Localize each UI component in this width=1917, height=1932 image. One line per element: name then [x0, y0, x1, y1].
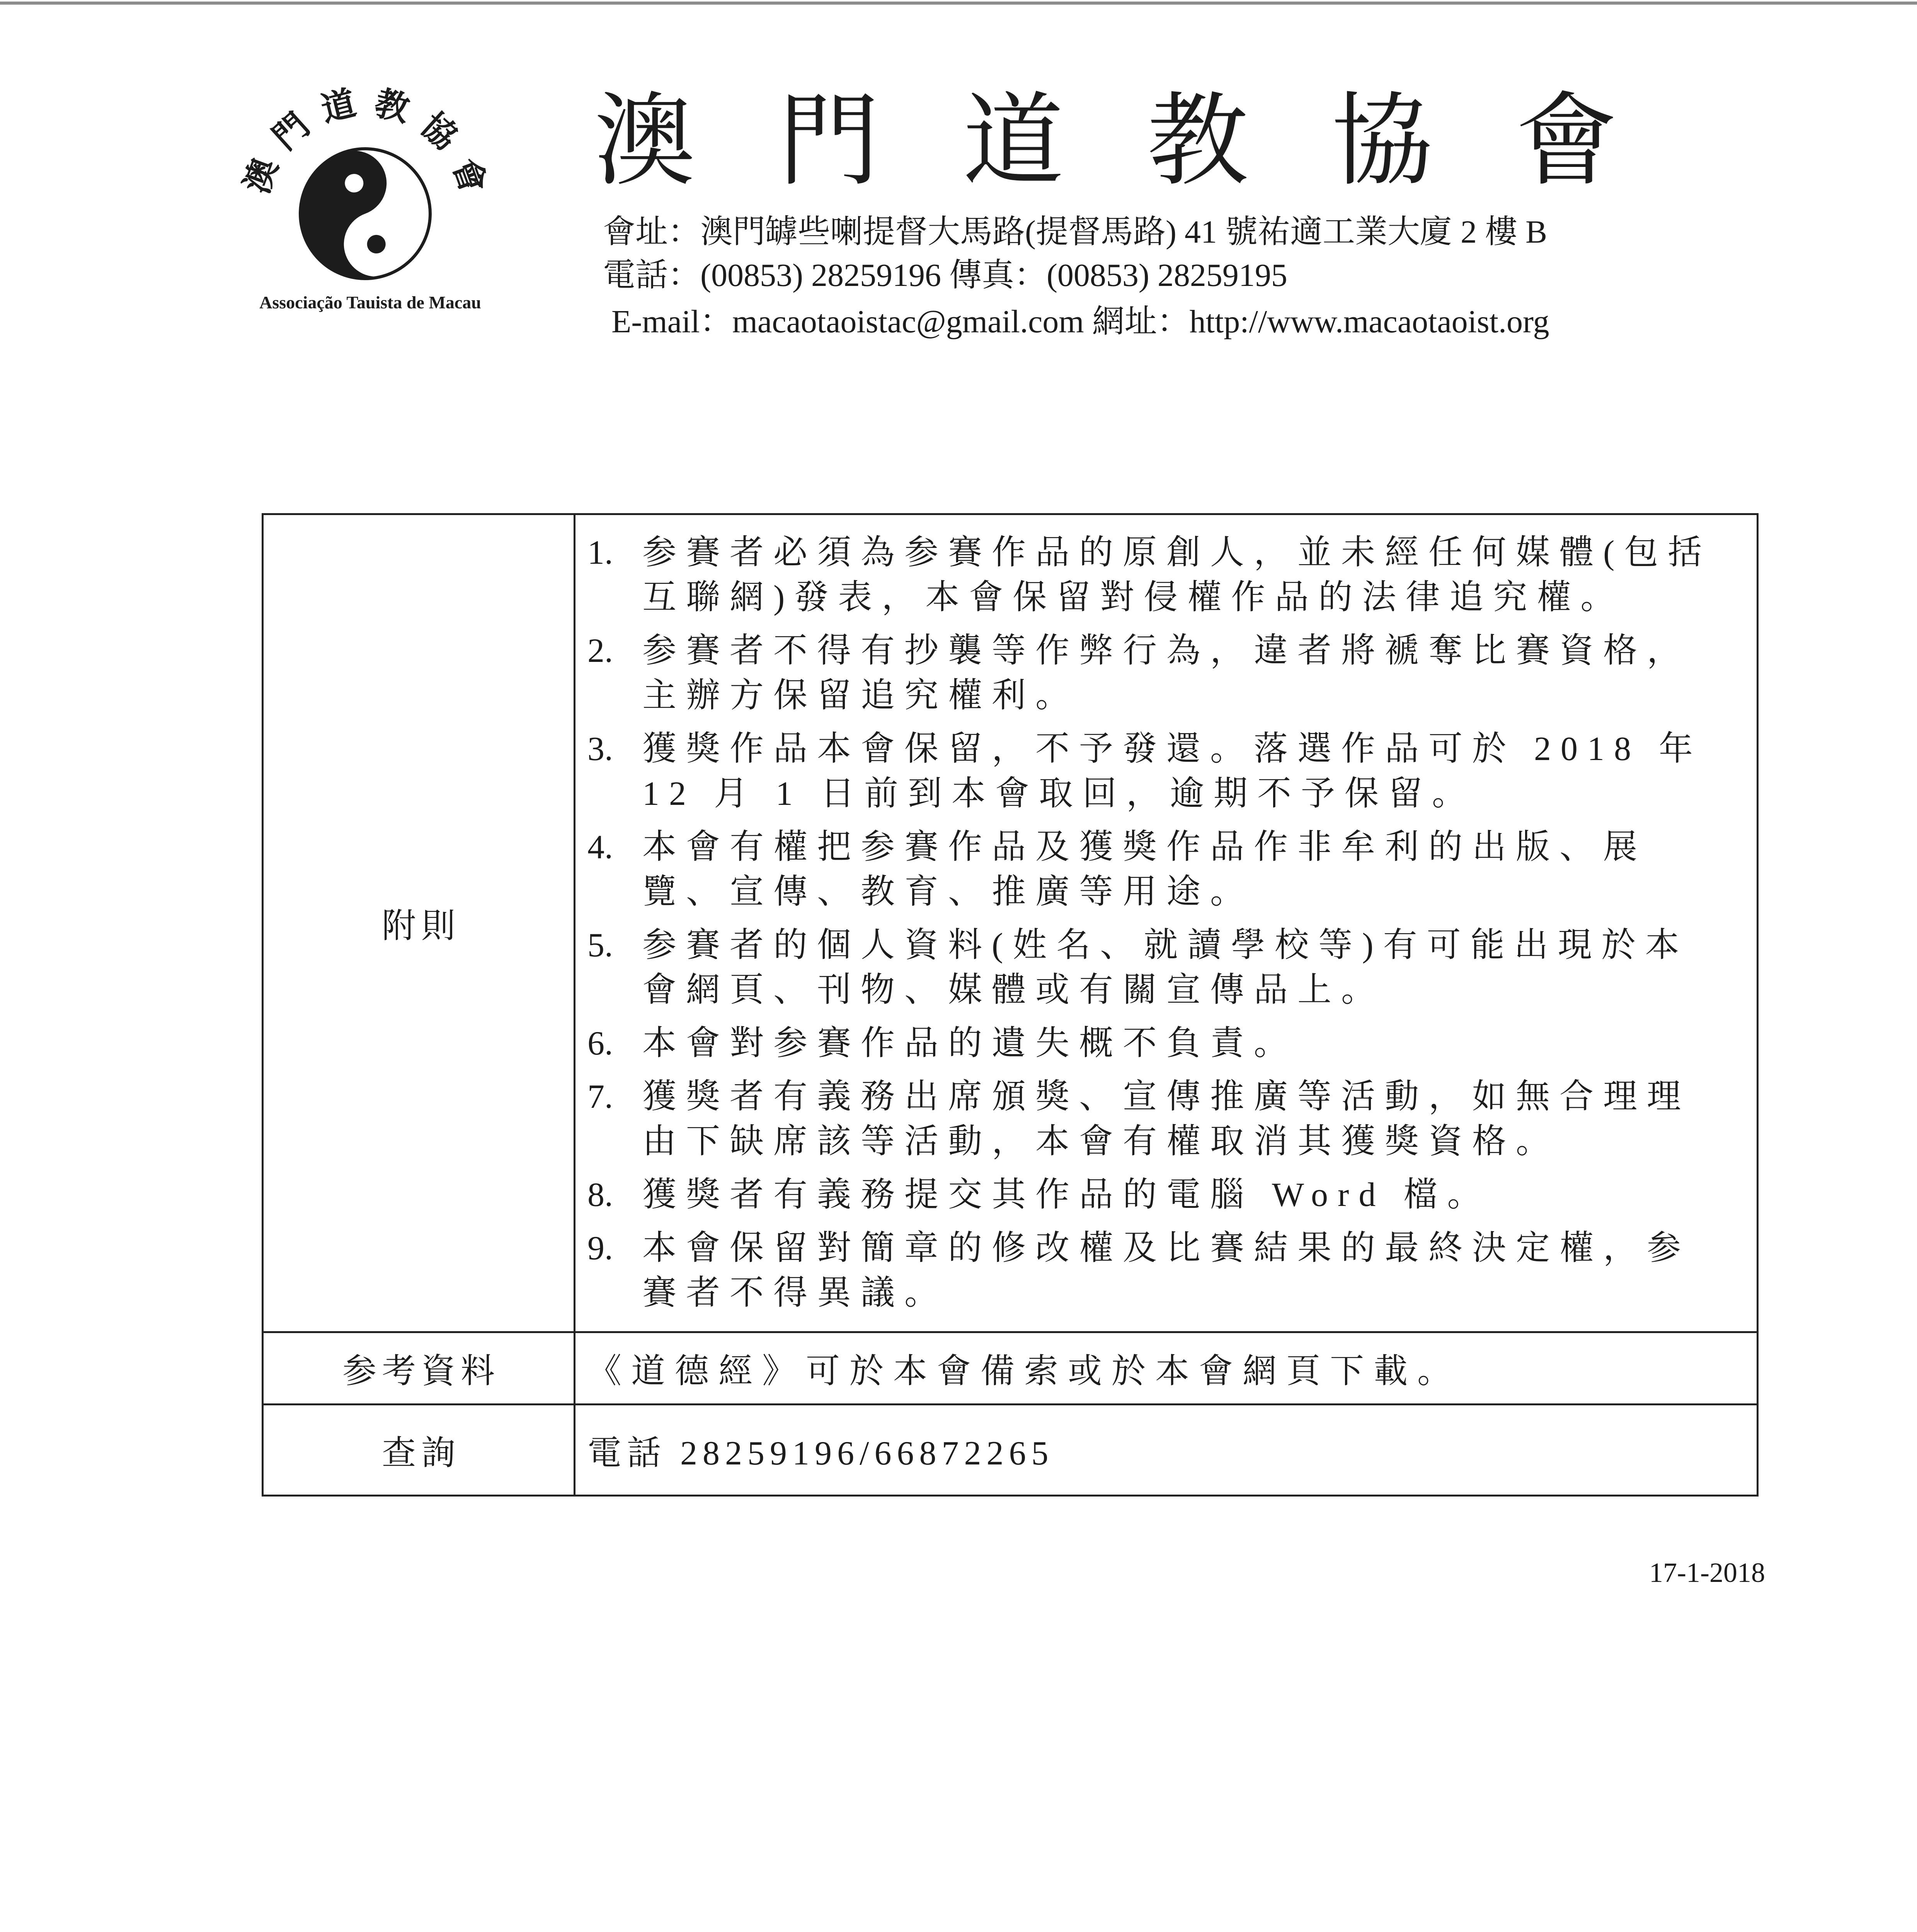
- list-item: [587, 1173, 1757, 1218]
- item-text-line: 賽者不得異議。: [642, 1274, 948, 1312]
- item-text-line: 主辦方保留追究權利。: [642, 677, 1079, 714]
- list-item: [587, 825, 1757, 915]
- row-label-enquiry: 查詢: [263, 1405, 575, 1496]
- item-text-line: 獲獎者有義務出席頒獎、宣傳推廣等活動，如無合理理: [642, 1078, 1691, 1116]
- list-item: [587, 1021, 1757, 1066]
- item-number: 5.: [587, 927, 613, 964]
- item-text-line: 参賽者的個人資料(姓名、就讀學校等)有可能出現於本: [642, 927, 1689, 964]
- enquiry-text: 電話 28259196/66872265: [575, 1405, 1758, 1496]
- reference-text: 《道德經》可於本會備索或於本會網頁下載。: [575, 1332, 1758, 1405]
- item-text-line: 本會對参賽作品的遺失概不負責。: [642, 1025, 1298, 1062]
- item-text-line: 覽、宣傳、教育、推廣等用途。: [642, 873, 1254, 911]
- logo-arc-char: 道: [317, 84, 360, 129]
- logo-arc-char: 會: [445, 153, 492, 199]
- table-row-regulations: [263, 514, 1758, 1332]
- email-website-line: E-mail：macaotaoistac@gmail.com 網址：http://www.macaotaoist.org: [611, 304, 1549, 340]
- item-text-line: 参賽者不得有抄襲等作弊行為，違者將褫奪比賽資格，: [642, 632, 1691, 670]
- logo-arc-char: 教: [371, 84, 413, 129]
- item-text-line: 互聯網)發表，本會保留對侵權作品的法律追究權。: [642, 579, 1624, 616]
- list-item: [587, 923, 1757, 1013]
- row-label-reference: 参考資料: [263, 1332, 575, 1405]
- list-item: [587, 1075, 1757, 1164]
- scan-top-edge-line: [0, 2, 1917, 5]
- item-number: 8.: [587, 1176, 613, 1214]
- org-title: 澳門道教協會: [594, 82, 1700, 200]
- yin-yang-icon: [282, 131, 449, 297]
- address-line: 會址：澳門罅些喇提督大馬路(提督馬路) 41 號祐適工業大廈 2 樓 B: [603, 214, 1547, 250]
- logo-arc-char: 澳: [238, 153, 285, 199]
- list-item: [587, 629, 1757, 718]
- item-text-line: 12 月 1 日前到本會取回，逾期不予保留。: [642, 775, 1476, 813]
- item-text-line: 會網頁、刊物、媒體或有關宣傳品上。: [642, 971, 1385, 1009]
- list-item: [587, 1226, 1757, 1316]
- item-number: 4.: [587, 828, 613, 866]
- item-number: 2.: [587, 632, 613, 670]
- document-date: 17-1-2018: [1649, 1557, 1765, 1588]
- item-text-line: 本會保留對簡章的修改權及比賽結果的最終決定權，参: [642, 1230, 1691, 1267]
- phone-fax-line: 電話：(00853) 28259196 傳真：(00853) 28259195: [603, 257, 1287, 293]
- list-item: [587, 531, 1757, 620]
- item-text-line: 由下缺席該等活動，本會有權取消其獲獎資格。: [642, 1123, 1560, 1160]
- item-number: 9.: [587, 1230, 613, 1267]
- item-text-line: 獲獎作品本會保留，不予發還。落選作品可於 2018 年: [642, 730, 1703, 768]
- rules-table: [262, 513, 1759, 1497]
- logo-arc-char: 協: [414, 106, 464, 157]
- regulations-list: [575, 514, 1758, 1332]
- logo-arc-char: 門: [266, 106, 317, 157]
- table-row-enquiry: [263, 1405, 1758, 1496]
- item-number: 7.: [587, 1078, 613, 1116]
- table-row-reference: [263, 1332, 1758, 1405]
- item-number: 6.: [587, 1025, 613, 1062]
- logo-caption: Associação Tauista de Macau: [259, 293, 481, 312]
- item-text-line: 獲獎者有義務提交其作品的電腦 Word 檔。: [642, 1176, 1491, 1214]
- row-label-regulations: 附則: [263, 514, 575, 1332]
- association-logo: [232, 77, 510, 325]
- item-text-line: 本會有權把参賽作品及獲獎作品作非牟利的出版、展: [642, 828, 1647, 866]
- item-text-line: 参賽者必須為参賽作品的原創人，並未經任何媒體(包括: [642, 534, 1712, 571]
- item-number: 3.: [587, 730, 613, 768]
- item-number: 1.: [587, 534, 613, 571]
- list-item: [587, 727, 1757, 816]
